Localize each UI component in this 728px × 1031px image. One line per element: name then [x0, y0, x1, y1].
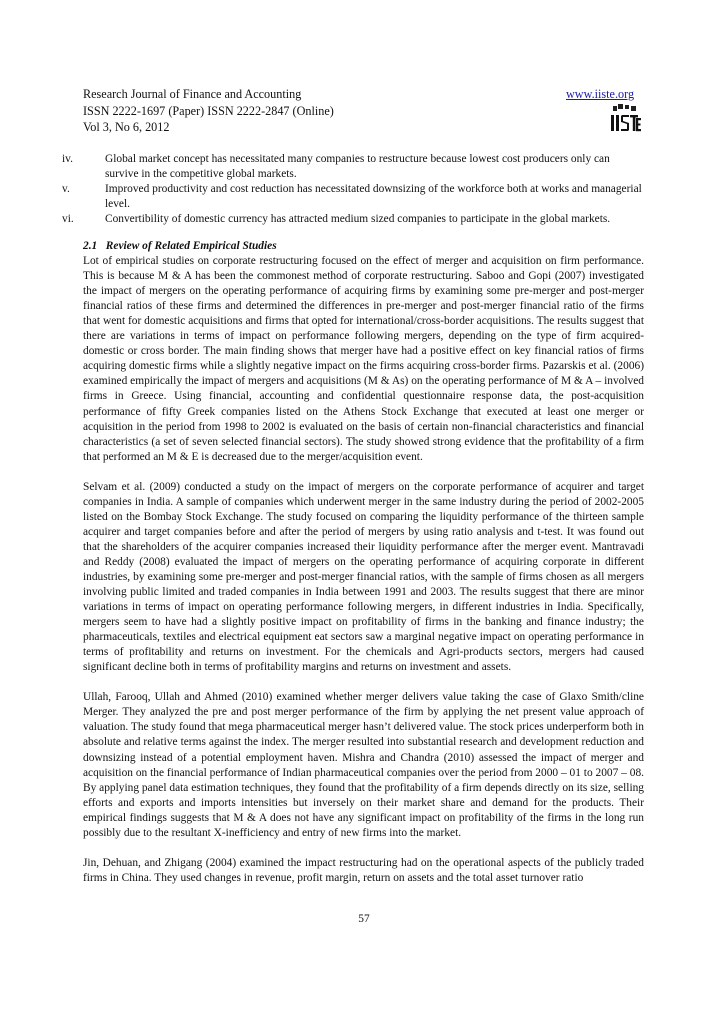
page-number: 57 — [358, 913, 370, 925]
section-number: 2.1 — [83, 240, 98, 252]
section-title: Review of Related Empirical Studies — [105, 240, 277, 252]
list-item-number: iv. — [62, 153, 73, 165]
list-item-text: Convertibility of domestic currency has attracted medium sized companies to participate in the global markets. — [105, 213, 611, 225]
list-item-number: vi. — [62, 213, 74, 225]
paragraph: Selvam et al. (2009) conducted a study on the impact of mergers on the corporate performance of acquirer and target companies in India. A sample of companies which underwent merger in the same industry during the period of 2002-2005 listed on the Bombay Stock Exchange. The study focused on comparing the liquidity performance of the thirteen sample acquirer and target companies before and after the period of mergers by using ratio analysis and t-test. It was found out that the shareholders of the acquirer companies increased their liquidity performance after the merger event. Mantravadi and Reddy (2008) evaluated the impact of mergers on the operating performance of acquiring corporate in different industries, by examining some pre-merger and post-merger financial ratios, with the sample of firms chosen as all mergers involving public limited and traded companies in India between 1991 and 2003. The results suggest that there are minor variations in terms of impact on operating performance following mergers, in different industries in India. Specifically, mergers seem to have had a slightly positive impact on profitability of firms in the banking and finance industry; the pharmaceuticals, textiles and electrical equipment eat sectors saw a marginal negative impact on operating performance in terms of profitability and returns on investment. For the chemicals and Agri-products sectors, mergers had caused significant decline both in terms of profitability margins and returns on investment and assets. — [83, 480, 644, 674]
journal-title: Research Journal of Finance and Accounting — [83, 87, 302, 101]
main-body — [83, 239, 644, 886]
list-item — [62, 212, 644, 227]
list-item-text: Improved productivity and cost reduction has necessitated downsizing of the workforce both at works and managerial level. — [105, 183, 642, 210]
paragraph: Lot of empirical studies on corporate restructuring focused on the effect of merger and acquisition on firm performance. This is because M & A has been the commonest method of corporate restructuring. Saboo and Gopi (2007) investigated the impact of mergers on the operating performance of acquiring firms by examining some pre-merger and post-merger financial ratios of these firms and determined the differences in pre-merger and post-merger financial ratio of the firms that went for domestic acquisitions and firms that opted for international/cross-border acquisitions. The results suggest that there are variations in terms of impact on performance following mergers, depending on the type of firm acquired-domestic or cross border. The main finding shows that merger have had a positive effect on key financial ratios of firms acquiring domestic firms while a slightly negative impact on the firms acquiring cross-border firms. Pazarskis et al. (2006) examined empirically the impact of mergers and acquisitions (M & As) on the operating performance of M & A – involved firms in Greece. Using financial, accounting and confidential questionnaire response data, the post-acquisition performance of fifty Greek companies listed on the Athens Stock Exchange that executed at least one merger or acquisition in the period from 1998 to 2002 is evaluated on the basis of certain non-financial characteristics and financial characteristics (a set of seven selected financial sectors). The study showed strong evidence that the profitability of a firm that performed an M & E is decreased due to the merger/acquisition event. — [83, 255, 644, 463]
list-item-text: Global market concept has necessitated many companies to restructure because lowest cost producers only can survive in the competitive global markets. — [105, 153, 610, 180]
paragraph: Jin, Dehuan, and Zhigang (2004) examined the impact restructuring had on the operational aspects of the publicly traded firms in China. They used changes in revenue, profit margin, return on assets and the total asset turnover ratio — [83, 856, 644, 884]
reasons-list — [62, 152, 644, 227]
iiste-logo — [610, 103, 642, 134]
list-item — [62, 182, 644, 212]
journal-url-link[interactable]: www.iiste.org — [566, 87, 635, 101]
issn-line: ISSN 2222-1697 (Paper) ISSN 2222-2847 (Online) — [83, 103, 334, 118]
list-item-number: v. — [62, 183, 70, 195]
volume-line: Vol 3, No 6, 2012 — [83, 120, 170, 134]
paragraph: Ullah, Farooq, Ullah and Ahmed (2010) examined whether merger delivers value taking the case of Glaxo Smith/cline Merger. They analyzed the pre and post merger performance of the firm by applying the net present value approach of valuation. The study found that mega pharmaceutical merger hasn’t delivered value. The stock prices underperform both in absolute and relative terms against the index. The merger resulted into substantial research and development reduction and downsizing instead of a potential employment haven. Mishra and Chandra (2010) assessed the impact of merger and acquisition on the financial performance of Indian pharmaceutical companies over the period from 2000 – 01 to 2007 – 08. By applying panel data estimation techniques, they found that the profitability of a firm depends directly on its size, selling efforts and exports and imports intensities but inversely on their market share and demand for the products. Their empirical findings suggests that M & A does not have any significant impact on profitability of the firms in the long run possibly due to the resultant X-inefficiency and entry of new firms into the market. — [83, 691, 644, 839]
section-heading — [83, 239, 644, 254]
running-header — [83, 86, 639, 136]
list-item — [62, 152, 644, 182]
